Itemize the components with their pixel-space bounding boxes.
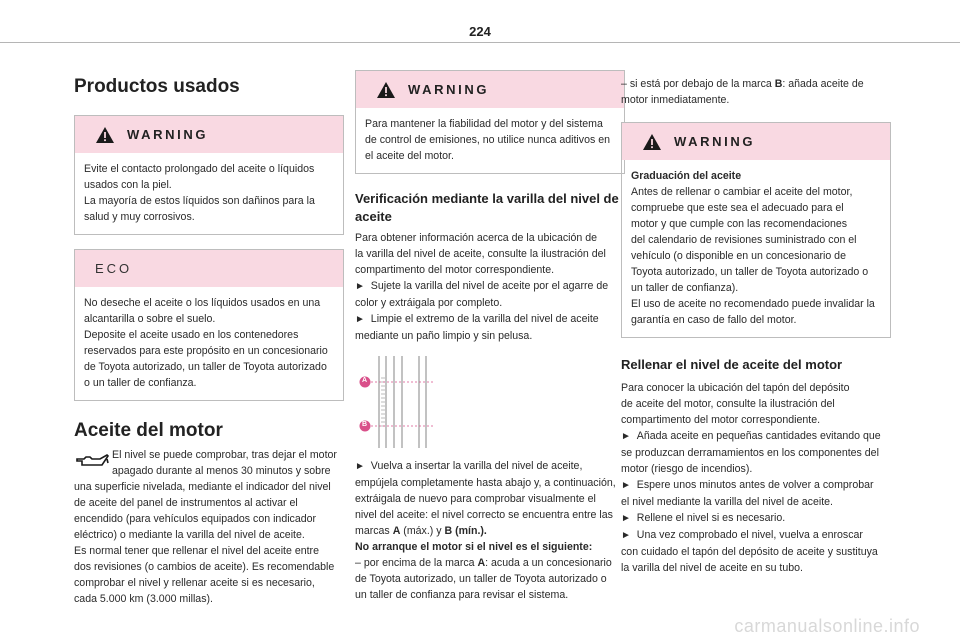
page-number: 224 [469,24,491,39]
text-line: Sujete la varilla del nivel de aceite por el agarre de [370,280,609,292]
column-2 [355,70,625,603]
text-line: Es normal tener que rellenar el nivel del aceite entre [74,545,319,557]
section-title-engine-oil: Aceite del motor [74,420,223,441]
step-item [621,510,891,527]
warning-body [75,153,343,234]
text-span: marcas [355,525,393,537]
text-line: Limpie el extremo de la varilla del nivel de aceite [370,313,599,325]
text-line: compruebe que este sea el adecuado para el [631,202,844,214]
column-3 [621,70,891,576]
text-line: motor inmediatamente. [621,94,730,106]
text-line: una superficie nivelada, mediante el indicador del nivel [74,481,331,493]
dipstick-section-title [355,190,625,226]
text-line: El uso de aceite no recomendado puede invalidar la [631,298,875,310]
step-item [355,458,625,475]
marker-b-label: B [362,421,368,428]
text-line: comprobar el nivel y rellenar aceite si es necesario, [74,577,315,589]
mark-a: A [392,525,401,537]
eco-header [75,250,343,287]
bullet-arrow-icon: ► [355,314,365,325]
title-line: Verificación mediante la varilla del nivel de [355,191,619,206]
oil-can-icon [74,451,110,473]
text-line: Vuelva a insertar la varilla del nivel de aceite, [370,460,583,472]
text-line: motor (riesgo de incendios). [621,463,753,475]
text-line: La mayoría de estos líquidos son dañinos para la [84,195,315,207]
header-rule [0,42,960,43]
text-line: dos revisiones (o cambios de aceite). Es recomendable [74,561,335,573]
text-line: Antes de rellenar o cambiar el aceite del motor, [631,186,853,198]
below-mark-line [621,76,891,92]
text-line: mediante un paño limpio y sin pelusa. [355,330,533,342]
text-line: la varilla del nivel de aceite, consulte la ilustración del [355,248,606,260]
text-line: compartimento del motor correspondiente. [355,264,555,276]
text-line: del calendario de revisiones suministrado con el [631,234,857,246]
text-span: – por encima de la marca [355,557,478,569]
warning-body [622,160,890,337]
text-line: compartimento del motor correspondiente. [621,414,821,426]
dipstick-text [355,230,625,344]
warning-box-2 [355,70,625,174]
oil-intro-row [74,447,344,479]
text-line: Añada aceite en pequeñas cantidades evitando que [636,430,881,442]
text-line: No deseche el aceite o los líquidos usados en una [84,297,321,309]
text-line: eléctrico) o mediante la varilla del nivel de aceite. [74,529,305,541]
text-line: Rellene el nivel si es necesario. [636,512,786,524]
text-line: usados con la piel. [84,179,172,191]
eco-label: ECO [95,261,133,276]
text-line: de aceite del panel de instrumentos al activar el [74,497,298,509]
warning-box-1 [74,115,344,235]
text-line: reservados para este propósito en un concesionario [84,345,328,357]
text-line: salud y muy corrosivos. [84,211,195,223]
title-line: aceite [355,209,392,224]
text-line: encendido (para vehículos equipados con indicador [74,513,317,525]
mark-a: A [477,557,486,569]
warning-box-3 [621,122,891,338]
dipstick-figure [355,356,435,448]
bullet-arrow-icon: ► [621,431,631,442]
text-line: Una vez comprobado el nivel, vuelva a enroscar [636,529,863,541]
text-line: El nivel se puede comprobar, tras dejar el motor [112,449,337,461]
text-line: vehículo (o disponible en un concesionario de [631,250,846,262]
dipstick-illustration [355,356,625,448]
bullet-arrow-icon: ► [355,281,365,292]
text-line: Evite el contacto prolongado del aceite o líquidos [84,163,315,175]
oil-text [74,447,344,607]
text-line: alcantarilla o sobre el suelo. [84,313,216,325]
dipstick-check-text [355,458,625,603]
step-item [355,278,625,295]
text-line: apagado durante al menos 30 minutos y sobre [112,465,331,477]
text-line: Toyota autorizado, un taller de Toyota autorizado o [631,266,869,278]
text-line: el aceite del motor. [365,150,454,162]
text-line: Para mantener la fiabilidad del motor y del sistema [365,118,603,130]
mark-b: B (mín.). [444,525,487,537]
text-line: motor y que cumple con las recomendaciones [631,218,848,230]
marker-a-label: A [362,377,368,384]
text-span: (máx.) y [400,525,445,537]
no-start-warning: No arranque el motor si el nivel es el siguiente: [355,541,593,553]
refill-section-title: Rellenar el nivel de aceite del motor [621,357,843,372]
column-1 [74,70,344,607]
step-item [621,428,891,445]
warning-body [356,108,624,173]
eco-body [75,287,343,400]
text-line: con cuidado el tapón del depósito de aceite y sustituya [621,546,878,558]
text-line: Deposite el aceite usado en los contenedores [84,329,299,341]
warning-triangle-icon [95,126,115,144]
text-line: de Toyota autorizado, un taller de Toyota autorizado o [355,573,607,585]
text-line: Para obtener información acerca de la ubicación de [355,232,598,244]
warning-header [622,123,890,160]
text-line: de aceite del motor, consulte la ilustración del [621,398,835,410]
below-mark-text [621,76,891,108]
text-span: : acuda a un concesionario [485,557,612,569]
warning-label: WARNING [674,134,756,149]
bullet-arrow-icon: ► [621,480,631,491]
step-item [355,311,625,328]
text-line: de Toyota autorizado, un taller de Toyota autorizado [84,361,327,373]
text-line: Para conocer la ubicación del tapón del depósito [621,382,850,394]
warning-header [356,71,624,108]
mark-b: B [774,78,783,90]
text-line: cada 5.000 km (3.000 millas). [74,593,213,605]
text-line: el nivel mediante la varilla del nivel de aceite. [621,496,833,508]
step-item [621,477,891,494]
text-line: empújela completamente hasta abajo y, a continuación, [355,477,616,489]
text-span: – si está por debajo de la marca [621,78,775,90]
watermark-link[interactable]: carmanualsonline.info [734,616,920,636]
text-line: extráigala de nuevo para comprobar visualmente el [355,493,596,505]
text-line: la varilla del nivel de aceite en su tubo. [621,562,803,574]
warning-triangle-icon [376,81,396,99]
warning-label: WARNING [127,127,209,142]
bullet-arrow-icon: ► [355,461,365,472]
text-line: garantía en caso de fallo del motor. [631,314,797,326]
text-line: nivel del aceite: el nivel correcto se encuentra entre las [355,509,613,521]
text-line: Espere unos minutos antes de volver a comprobar [636,479,874,491]
eco-box [74,249,344,401]
bullet-arrow-icon: ► [621,530,631,541]
text-line: un taller de confianza para revisar el sistema. [355,589,569,601]
marks-line [355,523,625,539]
warning-label: WARNING [408,82,490,97]
above-mark-line [355,555,625,571]
oil-grade-subtitle: Graduación del aceite [631,170,742,182]
text-line: de control de emisiones, no utilice nunca aditivos en [365,134,610,146]
text-line: o un taller de confianza. [84,377,197,389]
text-line: se produzcan derramamientos en los componentes del [621,447,879,459]
text-line: un taller de confianza). [631,282,739,294]
refill-text [621,380,891,576]
warning-triangle-icon [642,133,662,151]
step-item [621,527,891,544]
text-line: color y extráigala por completo. [355,297,503,309]
bullet-arrow-icon: ► [621,513,631,524]
warning-header [75,116,343,153]
text-span: : añada aceite de [782,78,864,90]
section-title-used-products: Productos usados [74,76,240,97]
